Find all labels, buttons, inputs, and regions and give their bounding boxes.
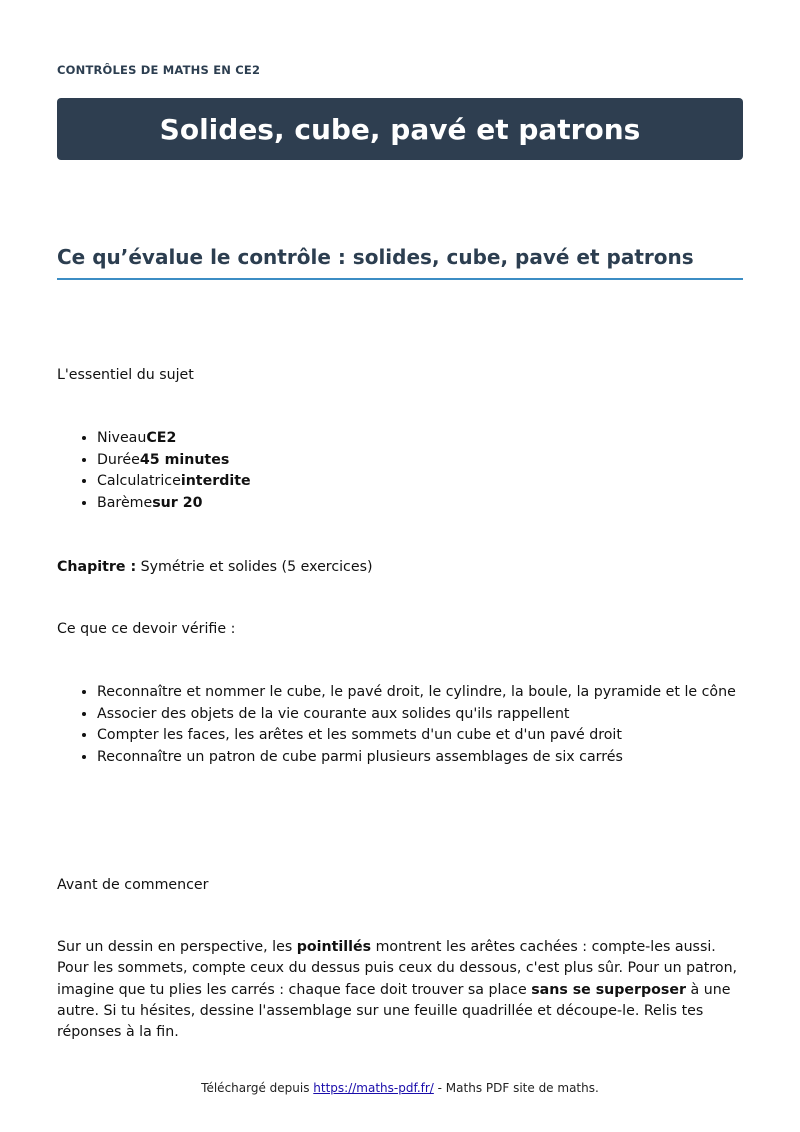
text-run: Sur un dessin en perspective, les: [57, 939, 297, 955]
section-title: Ce qu’évalue le contrôle : solides, cube, pavé et patrons: [57, 245, 743, 280]
footer: [0, 1081, 800, 1095]
list-item: [97, 493, 797, 515]
item-label: Calculatrice: [97, 473, 181, 489]
before-heading: Avant de commencer: [57, 877, 209, 893]
list-item: • Reconnaître et nommer le cube, le pavé droit, le cylindre, la boule, la pyramide et le cône: [97, 682, 797, 704]
essentials-heading: L'essentiel du sujet: [57, 367, 194, 383]
footer-suffix: - Maths PDF site de maths.: [433, 1081, 599, 1095]
chapter-line: [57, 557, 747, 579]
chapter-label: Chapitre :: [57, 559, 137, 575]
item-label: Barème: [97, 494, 153, 511]
item-value: 45 minutes: [139, 451, 230, 468]
list-item: [97, 450, 797, 472]
text-run-bold: sans se superposer: [531, 981, 686, 998]
list-item: • Associer des objets de la vie courante aux solides qu'ils rappellent: [97, 704, 797, 726]
item-value: CE2: [146, 430, 177, 446]
text-run: montrent les arêtes cachées : compte-les aussi. Pour les sommets, compte ceux du dessus puis ceux du dessous, c'est plus sûr. Pour un patron, imagine que tu plies les carrés : chaque face doit trouver sa place: [57, 939, 738, 998]
title-banner: [57, 98, 743, 160]
item-label: Niveau: [97, 430, 147, 446]
document-kicker: CONTRÔLES DE MATHS EN CE2: [57, 63, 261, 77]
text-run: à une autre. Si tu hésites, dessine l'assemblage sur une feuille quadrillée et découpe-le. Relis tes réponses à la fin.: [57, 981, 731, 1041]
list-item: [97, 428, 797, 450]
footer-prefix: Téléchargé depuis: [201, 1081, 314, 1095]
page-title: Solides, cube, pavé et patrons: [159, 112, 641, 146]
before-paragraph: [57, 937, 747, 1043]
essentials-list: [57, 428, 797, 514]
item-value: interdite: [180, 473, 251, 489]
checks-list: [57, 682, 797, 768]
text-run-bold: pointillés: [296, 939, 372, 955]
footer-link[interactable]: https://maths-pdf.fr/: [313, 1081, 434, 1095]
item-value: sur 20: [152, 494, 203, 511]
list-item: [97, 471, 797, 493]
chapter-value: Symétrie et solides (5 exercices): [136, 559, 373, 575]
checks-heading: Ce que ce devoir vérifie :: [57, 621, 236, 637]
item-label: Durée: [97, 451, 140, 468]
list-item: • Compter les faces, les arêtes et les sommets d'un cube et d'un pavé droit: [97, 725, 797, 747]
list-item: • Reconnaître un patron de cube parmi plusieurs assemblages de six carrés: [97, 747, 797, 769]
